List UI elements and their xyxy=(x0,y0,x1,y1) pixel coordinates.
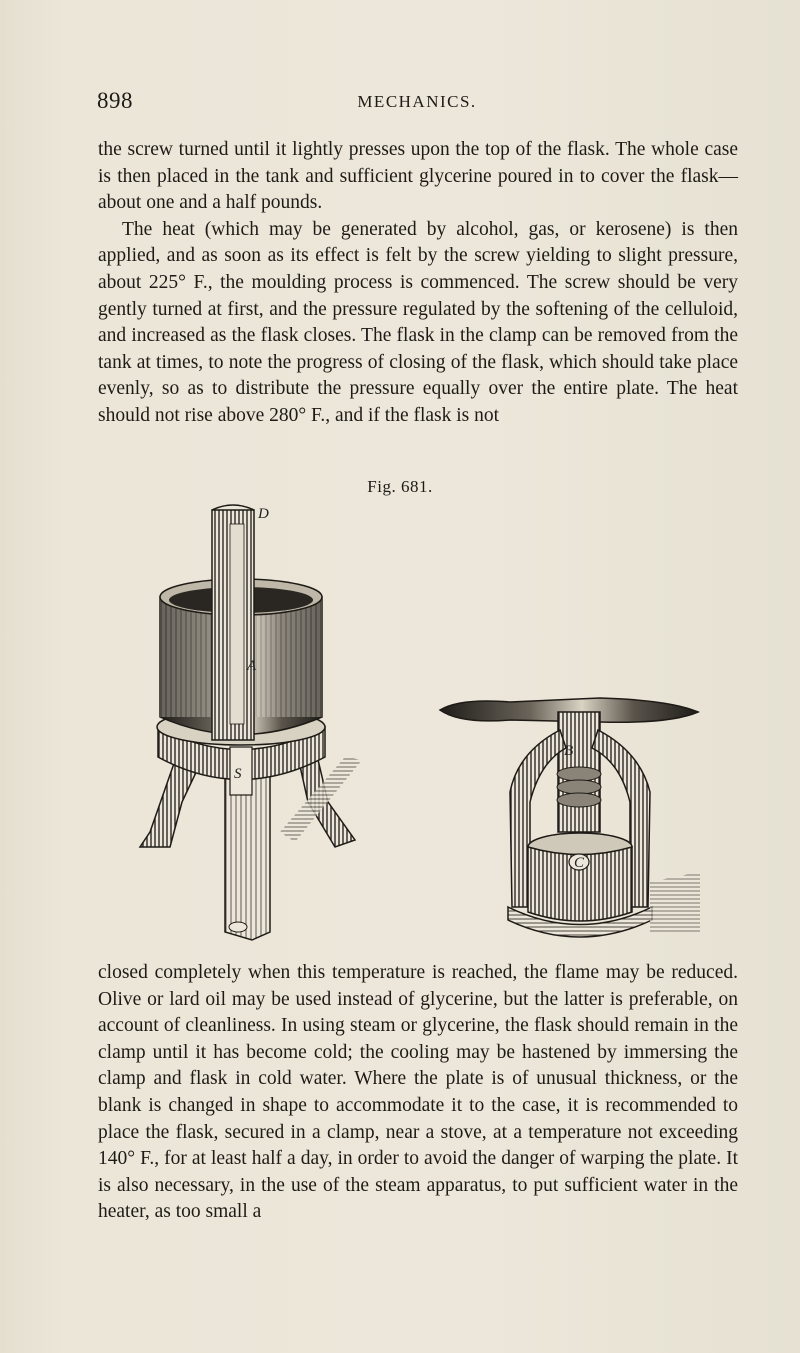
paragraph: the screw turned until it lightly presses upon the top of the flask. The whole case is then placed in the tank and sufficient glycerine poured in to cover the flask—about one and a half pounds. xyxy=(98,139,738,214)
heater-tank-drawing xyxy=(140,505,362,940)
label-b: B xyxy=(564,743,574,759)
label-a: A xyxy=(247,658,257,674)
body-text-bottom xyxy=(98,960,738,1226)
label-d: D xyxy=(258,506,269,522)
paragraph: The heat (which may be generated by alcohol, gas, or kerosene) is then applied, and as soon as its effect is felt by the screw yielding to slight pressure, about 225° F., the moulding process is commenced. The screw should be very gently turned at first, and the pressure regulated by the softening of the celluloid, and increased as the flask closes. The flask in the clamp can be removed from the tank at times, to note the progress of closing of the flask, which should take place evenly, so as to distribute the pressure equally over the entire plate. The heat should not rise above 280° F., and if the flask is not xyxy=(98,218,738,426)
body-text-top xyxy=(98,137,738,430)
page-header xyxy=(97,88,737,118)
label-c: C xyxy=(574,855,585,871)
page-number: 898 xyxy=(97,88,133,113)
figure-illustration xyxy=(130,502,700,942)
paragraph: closed completely when this temperature is reached, the flame may be reduced. Olive or lard oil may be used instead of glycerine, but the latter is preferable, on account of cleanliness. In using steam or glycerine, the flask should remain in the clamp until it has become cold; the cooling may be hastened by immersing the clamp and flask in cold water. Where the plate is of unusual thickness, or the blank is changed in shape to accommodate it to the case, it is recommended to place the flask, secured in a clamp, near a stove, at a temperature not exceeding 140° F., for at least half a day, in order to avoid the danger of warping the plate. It is also necessary, in the use of the steam apparatus, to put sufficient water in the heater, as too small a xyxy=(98,962,738,1223)
flask-heater-and-clamp-engraving xyxy=(130,502,700,942)
figure-caption: Fig. 681. xyxy=(367,477,433,496)
label-s: S xyxy=(234,766,242,782)
running-head: MECHANICS. xyxy=(357,92,477,111)
flask-clamp-drawing xyxy=(440,698,700,937)
